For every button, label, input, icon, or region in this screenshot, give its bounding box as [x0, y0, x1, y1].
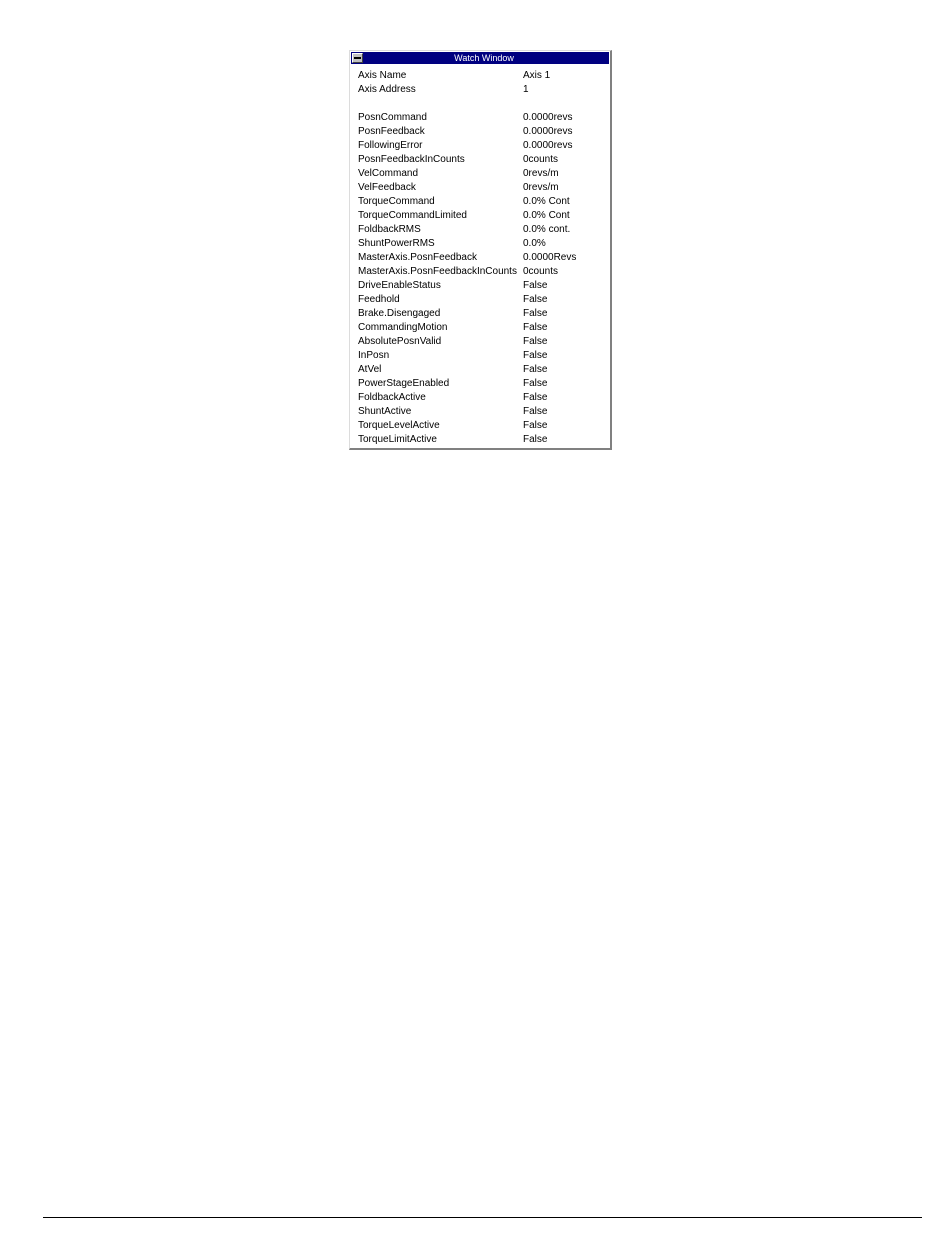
watch-label: TorqueLevelActive — [358, 420, 440, 431]
watch-value: Axis 1 — [523, 70, 551, 81]
watch-value: 1 — [523, 84, 529, 95]
watch-row — [358, 349, 606, 363]
watch-value: False — [523, 280, 548, 291]
watch-label: AbsolutePosnValid — [358, 336, 442, 347]
watch-row — [358, 139, 606, 153]
watch-row — [358, 335, 606, 349]
watch-label: FoldbackRMS — [358, 224, 421, 235]
system-menu-icon[interactable] — [352, 53, 363, 63]
watch-row — [358, 377, 606, 391]
watch-value: 0.0000revs — [523, 112, 573, 123]
watch-row — [358, 167, 606, 181]
watch-value: 0counts — [523, 154, 559, 165]
watch-row — [358, 223, 606, 237]
watch-label: Brake.Disengaged — [358, 308, 441, 319]
watch-value: 0.0% cont. — [523, 224, 571, 235]
watch-value: False — [523, 322, 548, 333]
footer-rule — [43, 1217, 922, 1218]
watch-value: False — [523, 364, 548, 375]
watch-label: ShuntActive — [358, 406, 412, 417]
watch-value: 0counts — [523, 266, 559, 277]
watch-row-axis-name — [358, 69, 606, 83]
watch-value: 0revs/m — [523, 182, 559, 193]
watch-label: Axis Address — [358, 84, 416, 95]
watch-label: InPosn — [358, 350, 390, 361]
watch-row — [358, 293, 606, 307]
watch-value: 0.0000Revs — [523, 252, 577, 263]
watch-row — [358, 391, 606, 405]
watch-value: False — [523, 294, 548, 305]
watch-value: 0.0000revs — [523, 140, 573, 151]
watch-row — [358, 195, 606, 209]
watch-value: 0.0% — [523, 238, 546, 249]
watch-value: 0revs/m — [523, 168, 559, 179]
watch-label: VelCommand — [358, 168, 419, 179]
watch-label: PosnFeedbackInCounts — [358, 154, 465, 165]
watch-label: VelFeedback — [358, 182, 416, 193]
watch-value: False — [523, 350, 548, 361]
watch-label: DriveEnableStatus — [358, 280, 441, 291]
watch-label: TorqueCommandLimited — [358, 210, 467, 221]
watch-row — [358, 419, 606, 433]
watch-value: False — [523, 434, 548, 445]
watch-list — [358, 69, 606, 447]
watch-value: False — [523, 420, 548, 431]
watch-row — [358, 111, 606, 125]
watch-value: False — [523, 378, 548, 389]
watch-label: PowerStageEnabled — [358, 378, 450, 389]
watch-row — [358, 125, 606, 139]
watch-label: MasterAxis.PosnFeedbackInCounts — [358, 266, 517, 277]
spacer — [358, 97, 606, 111]
watch-value: False — [523, 336, 548, 347]
watch-value: 0.0000revs — [523, 126, 573, 137]
watch-rows — [358, 111, 606, 447]
watch-window — [349, 50, 612, 450]
watch-label: PosnFeedback — [358, 126, 425, 137]
watch-label: Feedhold — [358, 294, 400, 305]
watch-row — [358, 181, 606, 195]
watch-row — [358, 209, 606, 223]
watch-value: False — [523, 308, 548, 319]
watch-row-axis-address — [358, 83, 606, 97]
window-titlebar[interactable] — [351, 52, 609, 64]
watch-row — [358, 279, 606, 293]
watch-label: AtVel — [358, 364, 382, 375]
watch-row — [358, 321, 606, 335]
watch-row — [358, 265, 606, 279]
watch-label: FoldbackActive — [358, 392, 426, 403]
watch-row — [358, 363, 606, 377]
watch-label: TorqueLimitActive — [358, 434, 437, 445]
watch-row — [358, 153, 606, 167]
watch-value: 0.0% Cont — [523, 196, 570, 207]
watch-label: CommandingMotion — [358, 322, 448, 333]
watch-value: False — [523, 406, 548, 417]
watch-row — [358, 433, 606, 447]
watch-row — [358, 251, 606, 265]
watch-row — [358, 307, 606, 321]
watch-label: TorqueCommand — [358, 196, 435, 207]
window-title: Watch Window — [454, 53, 514, 63]
watch-label: ShuntPowerRMS — [358, 238, 435, 249]
watch-value: False — [523, 392, 548, 403]
watch-row — [358, 237, 606, 251]
watch-label: Axis Name — [358, 70, 407, 81]
watch-label: MasterAxis.PosnFeedback — [358, 252, 477, 263]
watch-value: 0.0% Cont — [523, 210, 570, 221]
watch-label: FollowingError — [358, 140, 423, 151]
watch-label: PosnCommand — [358, 112, 427, 123]
watch-row — [358, 405, 606, 419]
